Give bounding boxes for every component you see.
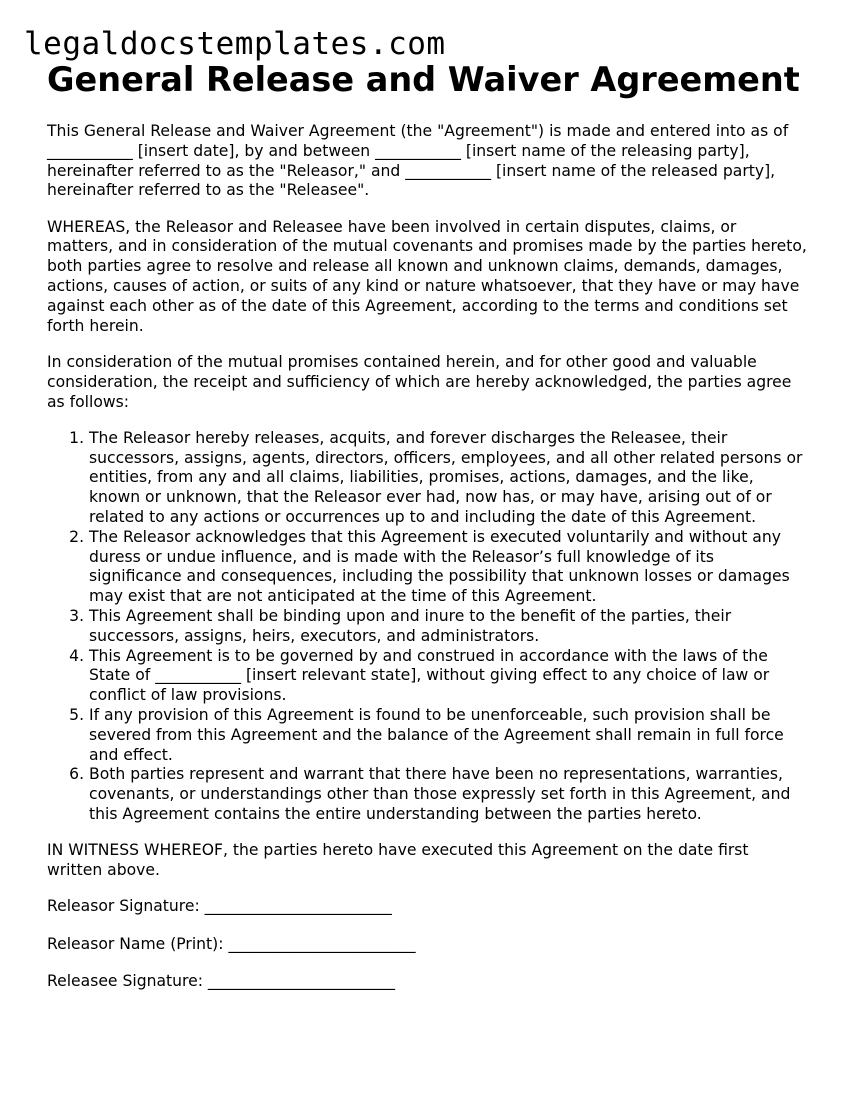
consideration-paragraph: In consideration of the mutual promises contained herein, and for other good and valuable consideration, the receipt and sufficiency of which are hereby acknowledged, the parties agree as follows: — [47, 352, 792, 411]
clause-item: 1. The Releasor hereby releases, acquits, and forever discharges the Releasee, their successors, assigns, agents, directors, officers, employees, and all other related persons or entities, from any and all claims, liabilities, promises, actions, damages, and the like, known or unknown, that the Releasor ever had, now has, or may have, arising out of or related to any actions or occurrences up to and including the date of this Agreement. — [89, 429, 807, 528]
intro-paragraph: This General Release and Waiver Agreement (the "Agreement") is made and entered into as of ___________ [insert date], by and between ___________ [insert name of the releasing party], hereinafter referred to as the "Releasor," and ___________ [insert name of the released party], hereinafter referred to as the "Releasee". — [47, 122, 789, 200]
clause-item: 5. If any provision of this Agreement is found to be unenforceable, such provision shall be severed from this Agreement and the balance of the Agreement shall remain in full force and effect. — [89, 706, 807, 765]
whereas-paragraph: WHEREAS, the Releasor and Releasee have been involved in certain disputes, claims, or matters, and in consideration of the mutual covenants and promises made by the parties hereto, both parties agree to resolve and release all known and unknown claims, demands, damages, actions, causes of action, or suits of any kind or nature whatsoever, that they have or may have against each other as of the date of this Agreement, according to the terms and conditions set forth herein. — [47, 217, 807, 335]
releasor-name-line: Releasor Name (Print): ________________________ — [47, 934, 416, 953]
document-title: General Release and Waiver Agreement — [47, 60, 800, 99]
clause-list — [47, 429, 807, 825]
site-watermark: legaldocstemplates.com — [24, 26, 446, 62]
releasor-signature-line: Releasor Signature: ________________________ — [47, 897, 392, 916]
witness-paragraph: IN WITNESS WHEREOF, the parties hereto have executed this Agreement on the date first written above. — [47, 841, 749, 880]
releasee-signature-line: Releasee Signature: ________________________ — [47, 971, 396, 990]
clause-item: 6. Both parties represent and warrant that there have been no representations, warranties, covenants, or understandings other than those expressly set forth in this Agreement, and this Agreement contains the entire understanding between the parties hereto. — [89, 765, 807, 824]
clause-item: 2. The Releasor acknowledges that this Agreement is executed voluntarily and without any duress or undue influence, and is made with the Releasor’s full knowledge of its significance and consequences, including the possibility that unknown losses or damages may exist that are not anticipated at the time of this Agreement. — [89, 528, 807, 607]
clause-item: 3. This Agreement shall be binding upon and inure to the benefit of the parties, their successors, assigns, heirs, executors, and administrators. — [89, 607, 807, 647]
clause-item: 4. This Agreement is to be governed by and construed in accordance with the laws of the State of ___________ [insert relevant state], without giving effect to any choice of law or conflict of law provisions. — [89, 647, 807, 706]
document-body — [47, 122, 807, 1009]
